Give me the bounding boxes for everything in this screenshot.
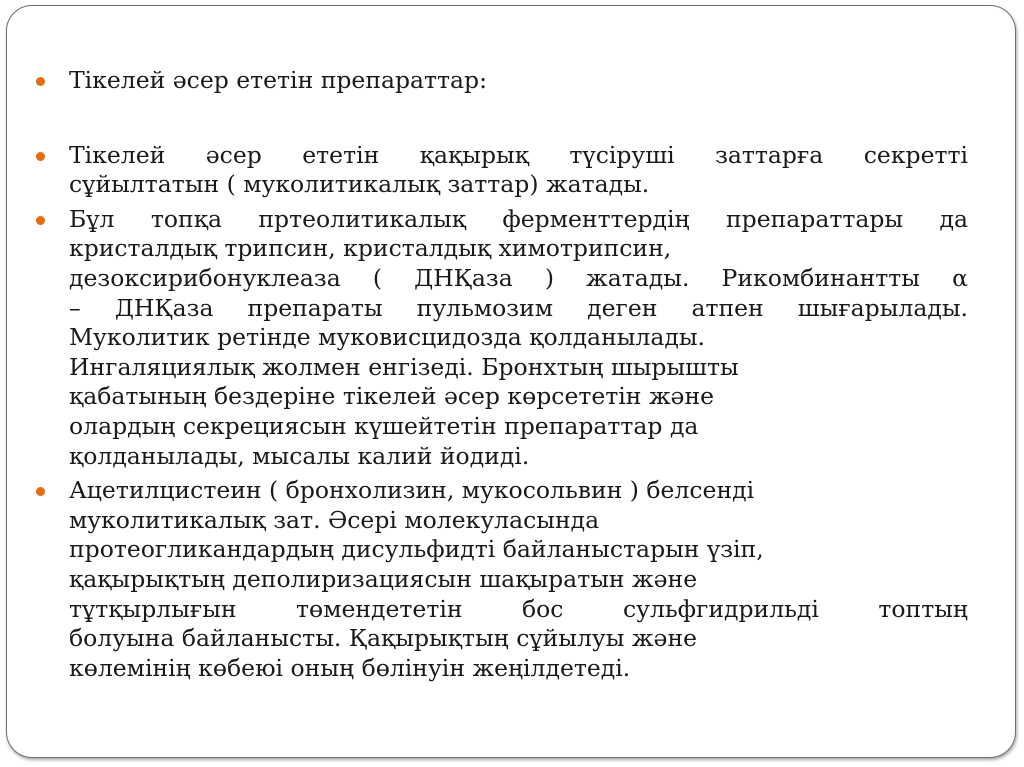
text-line: дезоксирибонуклеаза ( ДНҚаза ) жатады. Рикомбинантты α (69, 263, 968, 292)
text-line: Тікелей әсер ететін препараттар: (69, 66, 488, 94)
bullet-item (33, 66, 968, 96)
text-line: олардың секрециясын күшейтетін препараттар да (69, 411, 699, 440)
text-line: протеогликандардың дисульфидті байланыстарын үзіп, (69, 535, 764, 564)
bullet-item (33, 476, 968, 683)
slide-frame (6, 5, 1016, 758)
text-line: Тікелей әсер ететін қақырық түсіруші заттарға секретті (69, 140, 968, 169)
text-line: – ДНҚаза препараты пульмозим деген атпен шығарылады. (69, 293, 968, 322)
text-line: көлемінің көбеюі оның бөлінуін жеңілдетеді. (69, 653, 631, 682)
bullet-dot-icon (36, 216, 45, 225)
bullet-dot-icon (36, 77, 45, 86)
text-line: болуына байланысты. Қақырықтың сұйылуы және (69, 624, 698, 653)
text-line: Муколитик ретінде муковисцидозда қолданылады. (69, 323, 706, 352)
text-line: Ацетилцистеин ( бронхолизин, мукосольвин ) белсенді (69, 476, 755, 505)
bullet-item (33, 141, 968, 200)
bullet-item (33, 205, 968, 471)
text-line: кристалдық трипсин, кристалдық химотрипсин, (69, 234, 672, 263)
text-line: тұтқырлығын төмендететін бос сульфгидрильді топтың (69, 594, 968, 623)
text-line: Бұл топқа пртеолитикалық ферменттердің препараттары да (69, 204, 968, 233)
text-line: муколитикалық зат. Әсері молекуласында (69, 505, 600, 534)
text-line: қақырықтың деполиризациясын шақыратын және (69, 564, 698, 593)
text-line: қолданылады, мысалы калий йодиді. (69, 441, 530, 470)
slide-content (33, 66, 968, 683)
bullet-dot-icon (36, 487, 45, 496)
text-line: Ингаляциялық жолмен енгізеді. Бронхтың шырышты (69, 352, 739, 381)
text-line: қабатының бездеріне тікелей әсер көрсететін және (69, 382, 715, 411)
bullet-dot-icon (36, 152, 45, 161)
text-line: сұйылтатын ( муколитикалық заттар) жатады. (69, 170, 650, 199)
